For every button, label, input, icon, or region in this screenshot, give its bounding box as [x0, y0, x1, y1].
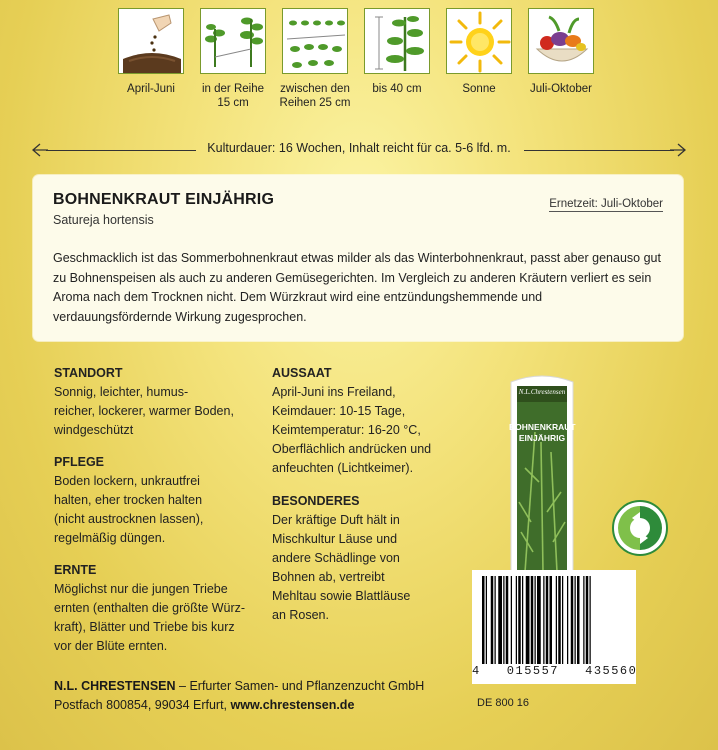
company-line — [54, 677, 424, 696]
sowing-icon — [118, 8, 184, 74]
left-column — [54, 364, 264, 669]
article-code: DE 800 16 — [477, 697, 529, 709]
row-spacing-icon — [200, 8, 266, 74]
barcode-bar — [522, 576, 523, 664]
section-heading: PFLEGE — [54, 455, 105, 469]
barcode-digits: 4 015557 435560 — [472, 664, 638, 678]
ernte-section — [54, 561, 264, 656]
barcode-bar — [577, 576, 580, 664]
barcode-bars — [472, 576, 636, 668]
icon-label: April-Juni — [127, 83, 175, 95]
section-heading: ERNTE — [54, 563, 97, 577]
address-line — [54, 696, 424, 715]
barcode-bar — [486, 576, 487, 664]
barcode-bar — [562, 576, 563, 664]
section-text: Boden lockern, unkrautfrei halten, eher trocken halten (nicht austrocknen lassen), regelmäßig düngen. — [54, 474, 204, 545]
icon-col-sun — [434, 8, 524, 96]
barcode-bar — [556, 576, 557, 664]
icon-col-height — [352, 8, 442, 96]
section-text: Möglichst nur die jungen Triebe ernten (enthalten die größte Würz- kraft), Blätter und Triebe bis kurz vor der Blüte ernten. — [54, 582, 246, 653]
barcode-bar — [491, 576, 494, 664]
standort-section — [54, 364, 264, 440]
sun-icon — [446, 8, 512, 74]
description-card — [33, 175, 683, 341]
barcode-bar — [558, 576, 561, 664]
kulturdauer-text: Kulturdauer: 16 Wochen, Inhalt reicht für ca. 5-6 lfd. m. — [207, 141, 511, 155]
section-heading: AUSSAAT — [272, 366, 332, 380]
tag-brand: N.L.Chrestensen — [518, 388, 566, 396]
section-text: Sonnig, leichter, humus- reicher, lockerer, warmer Boden, windgeschützt — [54, 385, 234, 437]
icon-col-between-rows — [270, 8, 360, 110]
section-heading: STANDORT — [54, 366, 123, 380]
barcode-bar — [482, 576, 485, 664]
product-title: BOHNENKRAUT EINJÄHRIG — [53, 191, 275, 208]
barcode-bar — [516, 576, 517, 664]
icon-label: in der Reihe 15 cm — [201, 83, 264, 109]
kulturdauer-row — [32, 141, 686, 159]
icon-col-sowing — [106, 8, 196, 96]
barcode-bar — [495, 576, 496, 664]
height-icon — [364, 8, 430, 74]
tag-label: BOHNENKRAUT EINJÄHRIG — [509, 422, 576, 443]
barcode-bar — [535, 576, 536, 664]
barcode-bar — [567, 576, 568, 664]
section-text: Der kräftige Duft hält in Mischkultur Läuse und andere Schädlinge von Bohnen ab, vertreibt Mehltau sowie Blattläuse an Rosen. — [272, 513, 411, 622]
barcode-bar — [586, 576, 589, 664]
company-description: – Erfurter Samen- und Pflanzenzucht GmbH — [175, 679, 425, 693]
plant-tag-image — [495, 372, 589, 572]
pflege-section — [54, 453, 264, 548]
barcode-bar — [511, 576, 512, 664]
icon-label: zwischen den Reihen 25 cm — [279, 83, 351, 109]
barcode-bar — [498, 576, 502, 664]
arrow-right-icon — [670, 143, 686, 157]
company-name: N.L. CHRESTENSEN — [54, 679, 176, 693]
barcode-bar — [550, 576, 553, 664]
latin-name: Satureja hortensis — [53, 213, 154, 227]
barcode-bar — [590, 576, 591, 664]
icon-label: Juli-Oktober — [530, 83, 592, 95]
icon-label: bis 40 cm — [372, 83, 422, 95]
section-text: April-Juni ins Freiland, Keimdauer: 10-15 Tage, Keimtemperatur: 16-20 °C, Oberflächlich andrücken und anfeuchten (Lichtkeimer). — [272, 385, 432, 475]
barcode-bar — [543, 576, 544, 664]
address: Postfach 800854, 99034 Erfurt, — [54, 698, 231, 712]
barcode — [472, 570, 636, 684]
harvest-time: Ernetzeit: Juli-Oktober — [549, 198, 663, 210]
barcode-bar — [571, 576, 574, 664]
description-text: Geschmacklich ist das Sommerbohnenkraut etwas milder als das Winterbohnenkraut, passt aber genauso gut zu Bohnenspeisen als auch zu anderen Gemüsegerichten. Im Vergleich zu anderen Kräutern verliert es sein Aroma nach dem Trocknen nicht. Dem Würzkraut wird eine entzündungshemmende und verdauungsfördernde Wirkung zugesprochen. — [53, 251, 661, 324]
barcode-bar — [506, 576, 509, 664]
icon-col-harvest — [516, 8, 606, 96]
barcode-bar — [583, 576, 584, 664]
barcode-bar — [518, 576, 521, 664]
barcode-bar — [503, 576, 504, 664]
middle-column — [272, 364, 472, 638]
green-dot-recycle-icon — [610, 498, 670, 558]
company-footer — [54, 677, 424, 715]
aussaat-section — [272, 364, 472, 478]
icon-label: Sonne — [462, 83, 496, 95]
harvest-basket-icon — [528, 8, 594, 74]
barcode-bar — [526, 576, 530, 664]
barcode-bar — [546, 576, 549, 664]
besonderes-section — [272, 492, 472, 625]
website-link[interactable]: www.chrestensen.de — [230, 698, 355, 712]
between-rows-icon — [282, 8, 348, 74]
barcode-bar — [575, 576, 576, 664]
section-heading: BESONDERES — [272, 494, 360, 508]
arrow-line-right — [524, 150, 674, 151]
barcode-bar — [531, 576, 534, 664]
icon-col-row-spacing — [188, 8, 278, 110]
barcode-bar — [537, 576, 541, 664]
